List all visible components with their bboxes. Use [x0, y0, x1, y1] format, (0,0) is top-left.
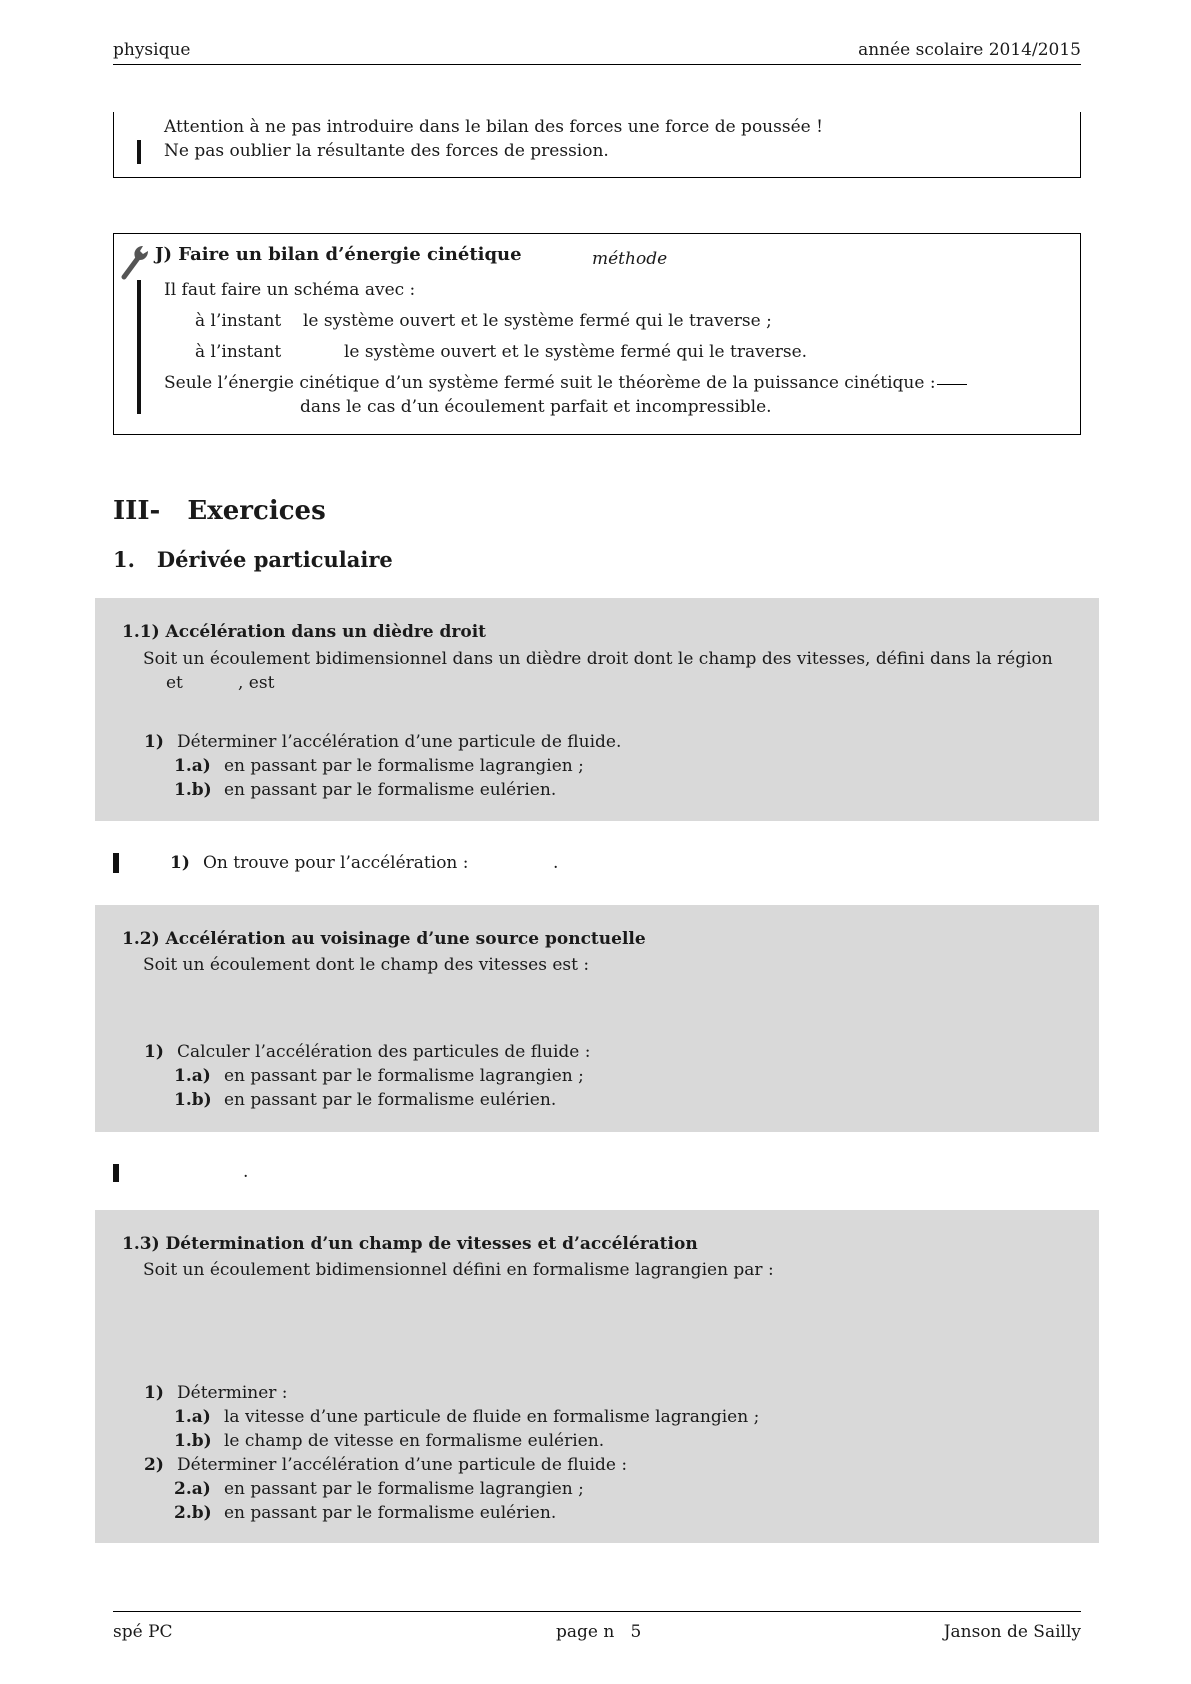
box-j-bar	[137, 280, 141, 414]
ex1-title: 1.1) Accélération dans un dièdre droit	[122, 622, 487, 642]
ex2-qa: en passant par le formalisme lagrangien ;	[224, 1066, 584, 1086]
ex2-title: 1.2) Accélération au voisinage d’une source ponctuelle	[122, 929, 646, 949]
ex1-q1-num: 1)	[144, 732, 164, 752]
ex3-q2a-num: 2.a)	[174, 1479, 211, 1499]
ex3-q2-num: 2)	[144, 1455, 164, 1475]
box-j-line5: dans le cas d’un écoulement parfait et incompressible.	[300, 397, 772, 417]
answer-1-bar	[113, 853, 119, 873]
footer-center: page n 5	[556, 1622, 642, 1642]
box-j-title: J) Faire un bilan d’énergie cinétique	[155, 244, 522, 265]
ex1-qa: en passant par le formalisme lagrangien ;	[224, 756, 584, 776]
header-right: année scolaire 2014/2015	[858, 40, 1081, 60]
ex1-intro2b: , est	[238, 673, 275, 693]
ex3-q2b: en passant par le formalisme eulérien.	[224, 1503, 557, 1523]
wrench-icon	[120, 244, 152, 280]
header-left: physique	[113, 40, 191, 60]
header-rule	[113, 64, 1081, 65]
ex1-qa-num: 1.a)	[174, 756, 211, 776]
ex1-intro2a: et	[166, 673, 183, 693]
ex3-title: 1.3) Détermination d’un champ de vitesses et d’accélération	[122, 1234, 698, 1254]
ex3-q1a-num: 1.a)	[174, 1407, 211, 1427]
box-j-line2-label: à l’instant	[195, 311, 282, 331]
ex3-q2b-num: 2.b)	[174, 1503, 212, 1523]
box-i-line1: Attention à ne pas introduire dans le bilan des forces une force de poussée !	[164, 117, 823, 137]
subsection-title: 1. Dérivée particulaire	[113, 547, 393, 572]
ex2-qb: en passant par le formalisme eulérien.	[224, 1090, 557, 1110]
ex3-q1: Déterminer :	[177, 1383, 288, 1403]
box-j-line3-text: le système ouvert et le système fermé qui le traverse.	[344, 342, 808, 362]
ex1-intro1: Soit un écoulement bidimensionnel dans un dièdre droit dont le champ des vitesses, défini dans la région	[143, 649, 1053, 669]
ex3-q1a: la vitesse d’une particule de fluide en formalisme lagrangien ;	[224, 1407, 760, 1427]
ex3-q2: Déterminer l’accélération d’une particule de fluide :	[177, 1455, 628, 1475]
ex1-qb-num: 1.b)	[174, 780, 212, 800]
ex3-q1b-num: 1.b)	[174, 1431, 212, 1451]
footer-right: Janson de Sailly	[943, 1622, 1081, 1642]
box-i-line2: Ne pas oublier la résultante des forces de pression.	[164, 141, 609, 161]
box-i-bottom-border	[113, 177, 1081, 178]
answer-1-end: .	[553, 853, 559, 873]
fraction-bar	[937, 384, 967, 385]
footer-rule	[113, 1611, 1081, 1612]
box-j-line4: Seule l’énergie cinétique d’un système fermé suit le théorème de la puissance cinétique :	[164, 373, 936, 393]
box-i-bar	[137, 140, 141, 164]
ex2-q1-num: 1)	[144, 1042, 164, 1062]
ex1-q1: Déterminer l’accélération d’une particule de fluide.	[177, 732, 622, 752]
ex3-q2a: en passant par le formalisme lagrangien ;	[224, 1479, 584, 1499]
footer-left: spé PC	[113, 1622, 173, 1642]
ex3-intro: Soit un écoulement bidimensionnel défini en formalisme lagrangien par :	[143, 1260, 774, 1280]
ex2-qb-num: 1.b)	[174, 1090, 212, 1110]
answer-1-num: 1)	[170, 853, 190, 873]
section-title: III- Exercices	[113, 496, 326, 526]
ex3-q1-num: 1)	[144, 1383, 164, 1403]
box-j-line1: Il faut faire un schéma avec :	[164, 280, 416, 300]
box-j-tag: méthode	[592, 249, 668, 269]
ex2-intro: Soit un écoulement dont le champ des vitesses est :	[143, 955, 590, 975]
answer-1-text: On trouve pour l’accélération :	[203, 853, 469, 873]
box-j-line3-label: à l’instant	[195, 342, 282, 362]
box-i-right-border	[1080, 112, 1081, 178]
ex3-q1b: le champ de vitesse en formalisme eulérien.	[224, 1431, 605, 1451]
ex2-q1: Calculer l’accélération des particules de fluide :	[177, 1042, 591, 1062]
box-i-left-border	[113, 112, 114, 178]
answer-2-bar	[113, 1164, 119, 1182]
ex2-qa-num: 1.a)	[174, 1066, 211, 1086]
ex1-qb: en passant par le formalisme eulérien.	[224, 780, 557, 800]
answer-2-end: .	[243, 1162, 249, 1182]
box-j-line2-text: le système ouvert et le système fermé qui le traverse ;	[303, 311, 772, 331]
